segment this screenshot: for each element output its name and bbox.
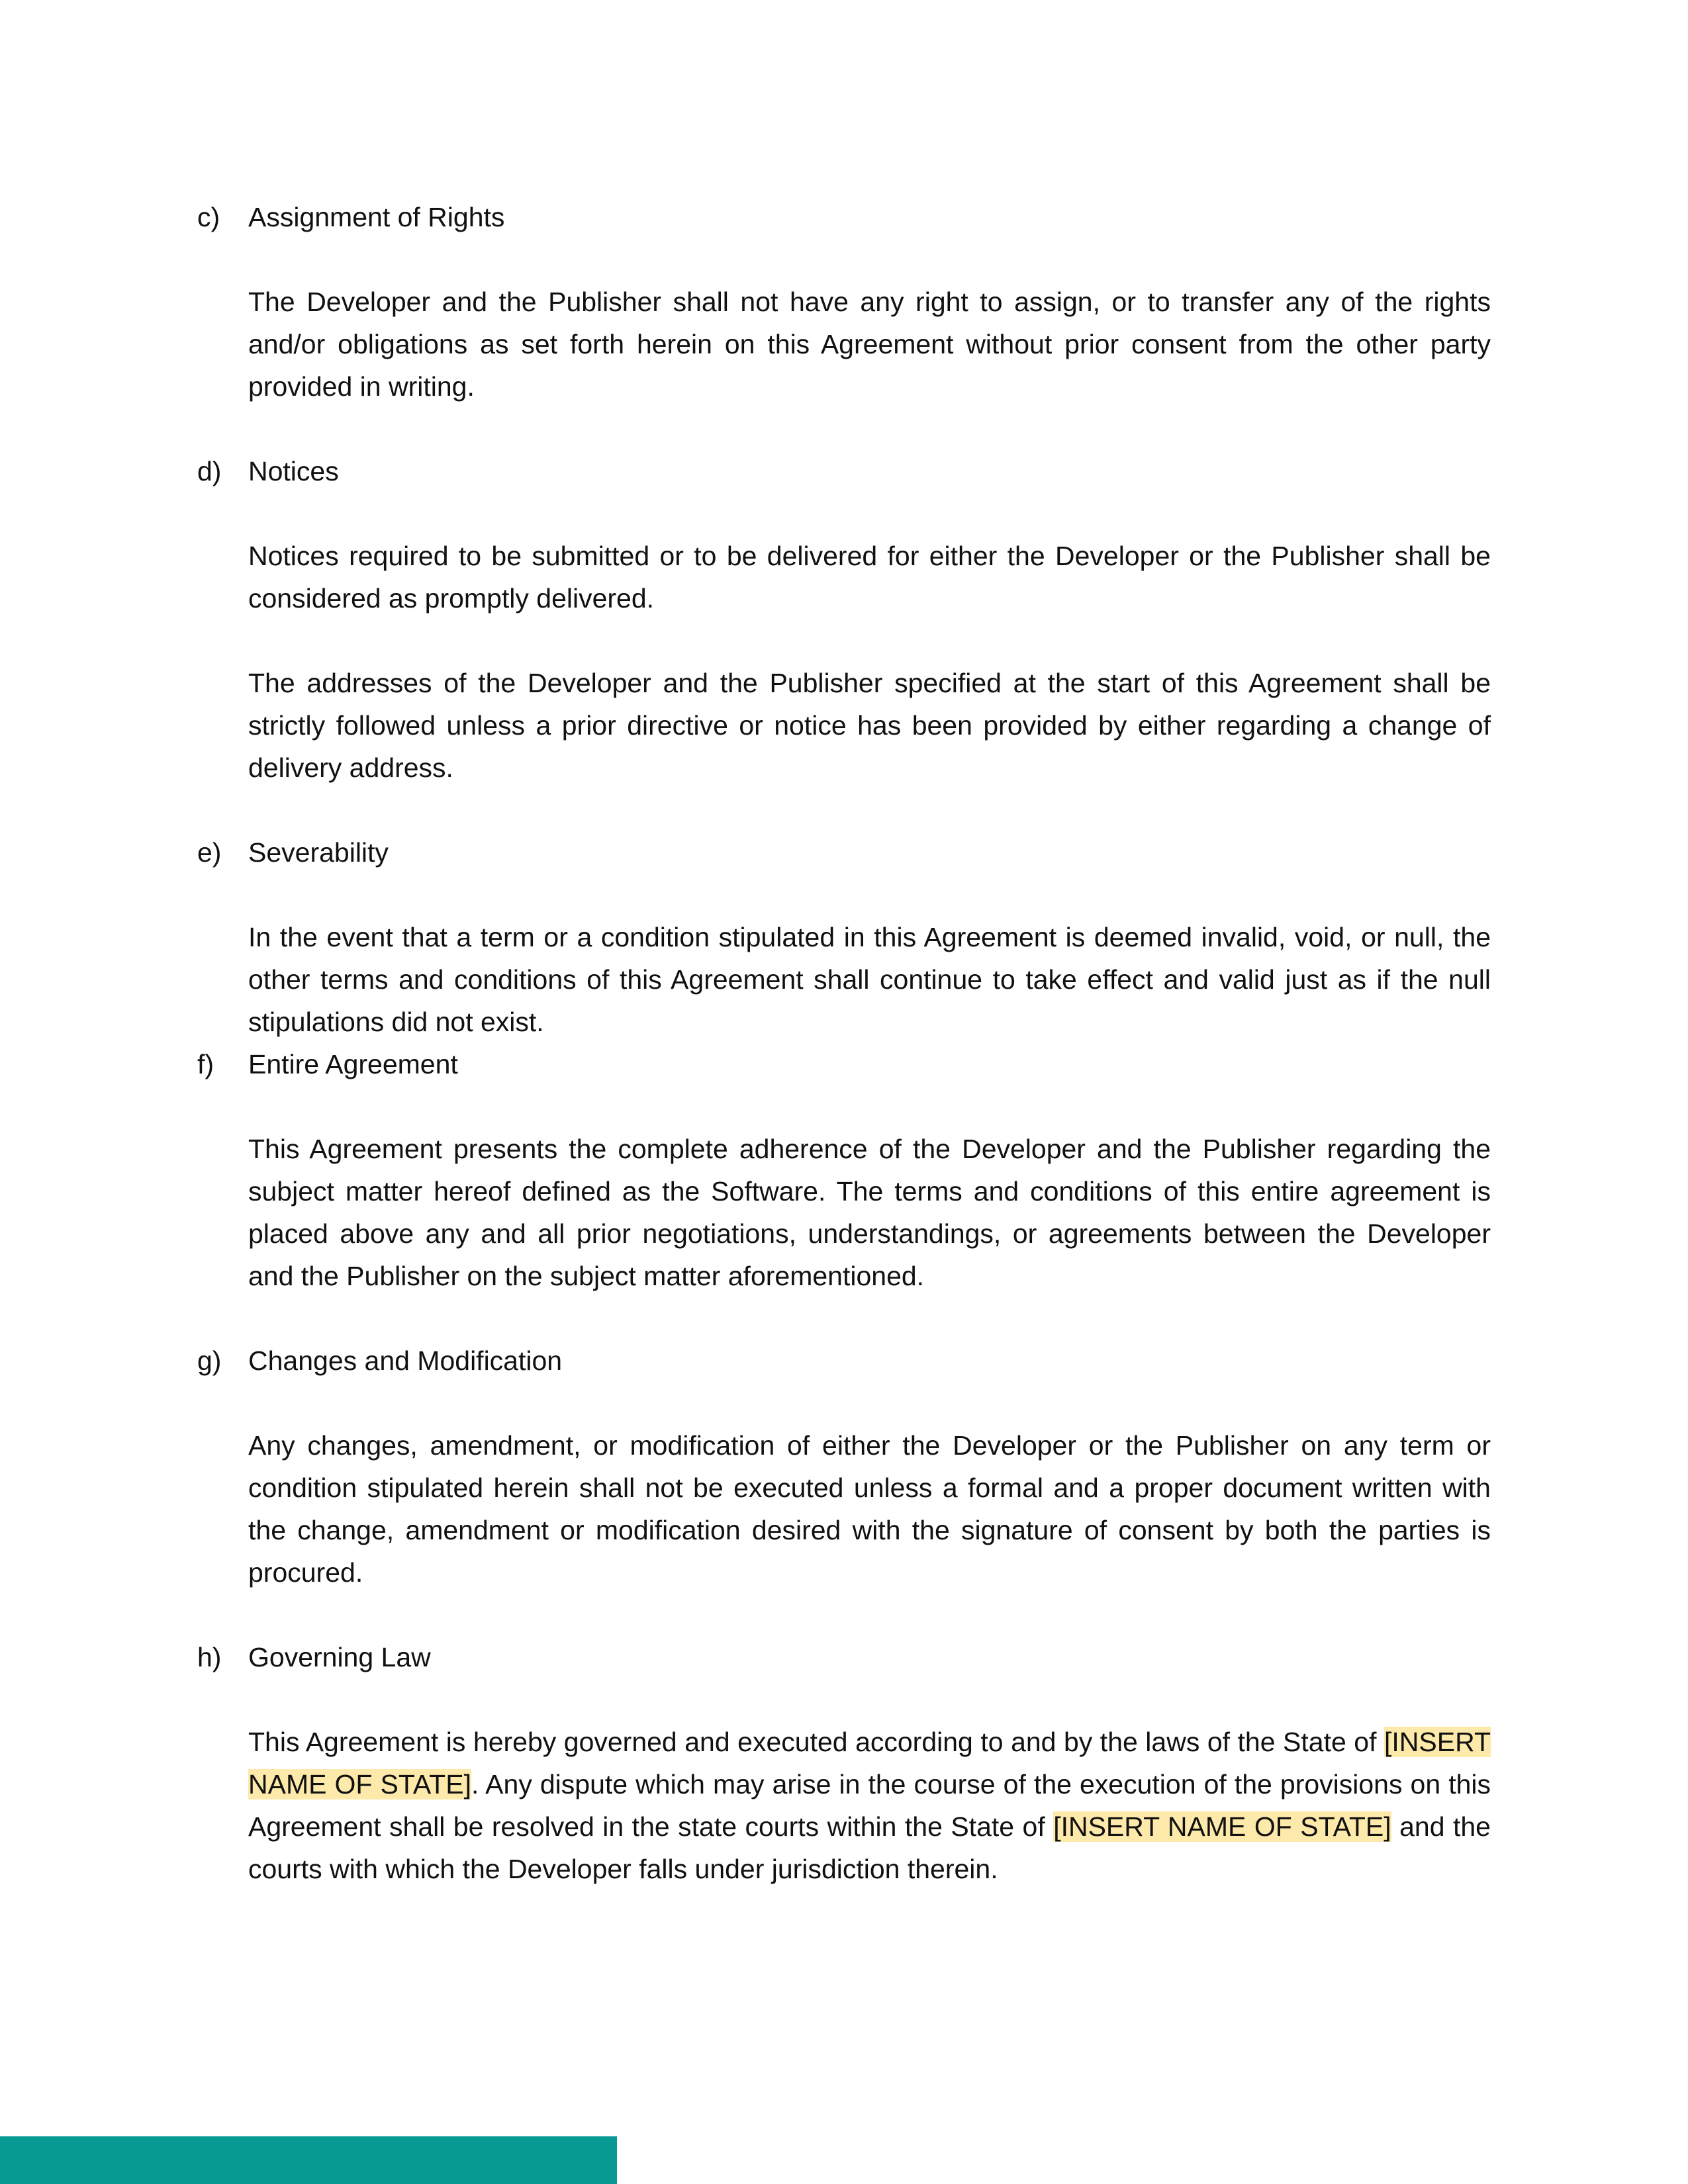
section-heading bbox=[197, 1636, 1491, 1678]
section-paragraph: The Developer and the Publisher shall not have any right to assign, or to transfer any of the rights and/or obligations as set forth herein on this Agreement without prior consent from the other party provided in writing. bbox=[248, 287, 1491, 402]
governing-law-paragraph bbox=[248, 1721, 1491, 1890]
section-paragraph: The addresses of the Developer and the Publisher specified at the start of this Agreement shall be strictly followed unless a prior directive or notice has been provided by either regarding a change of delivery address. bbox=[248, 668, 1491, 783]
section-paragraph: Any changes, amendment, or modification of either the Developer or the Publisher on any term or condition stipulated herein shall not be executed unless a formal and a proper document written with the change, amendment or modification desired with the signature of consent by both the parties is procured. bbox=[248, 1430, 1491, 1588]
section-heading bbox=[197, 196, 1491, 238]
section-marker: d) bbox=[197, 456, 222, 486]
section-marker: h) bbox=[197, 1642, 222, 1672]
section-marker: e) bbox=[197, 837, 222, 868]
section-title: Entire Agreement bbox=[248, 1049, 458, 1079]
section-marker: c) bbox=[197, 202, 220, 232]
paragraph-text: . Any dispute which may arise in the course of the execution of the provisions on this Agreement shall be resolved in the state courts within the State of bbox=[248, 1769, 1491, 1842]
section-paragraph: This Agreement presents the complete adherence of the Developer and the Publisher regarding the subject matter hereof defined as the Software. The terms and conditions of this entire agreement is placed above any and all prior negotiations, understandings, or agreements between the Developer and the Publisher on the subject matter aforementioned. bbox=[248, 1134, 1491, 1291]
section-governing-law bbox=[197, 1636, 1491, 1890]
section-marker: f) bbox=[197, 1049, 214, 1079]
section-heading bbox=[197, 450, 1491, 492]
section-severability bbox=[197, 831, 1491, 1043]
state-placeholder-highlight: [INSERT NAME OF STATE] bbox=[248, 1727, 1491, 1799]
section-assignment-of-rights bbox=[197, 196, 1491, 408]
state-placeholder-highlight: [INSERT NAME OF STATE] bbox=[1053, 1811, 1391, 1842]
section-title: Assignment of Rights bbox=[248, 202, 505, 232]
section-paragraph: In the event that a term or a condition stipulated in this Agreement is deemed invalid, void, or null, the other terms and conditions of this Agreement shall continue to take effect and valid just as if the null stipulations did not exist. bbox=[248, 922, 1491, 1037]
section-heading bbox=[197, 1043, 1491, 1085]
section-title: Notices bbox=[248, 456, 339, 486]
section-paragraph: Notices required to be submitted or to be delivered for either the Developer or the Publisher shall be considered as promptly delivered. bbox=[248, 541, 1491, 614]
section-notices bbox=[197, 450, 1491, 789]
footer-accent-bar bbox=[0, 2136, 617, 2184]
paragraph-text: and the courts with which the Developer falls under jurisdiction therein. bbox=[248, 1811, 1491, 1884]
section-title: Governing Law bbox=[248, 1642, 431, 1672]
paragraph-text: This Agreement is hereby governed and executed according to and by the laws of the State of bbox=[248, 1727, 1384, 1757]
section-heading bbox=[197, 831, 1491, 874]
section-heading bbox=[197, 1340, 1491, 1382]
document-body bbox=[197, 196, 1491, 1890]
section-title: Severability bbox=[248, 837, 389, 868]
section-marker: g) bbox=[197, 1345, 222, 1376]
section-entire-agreement bbox=[197, 1043, 1491, 1297]
section-title: Changes and Modification bbox=[248, 1345, 563, 1376]
section-changes-and-modification bbox=[197, 1340, 1491, 1594]
